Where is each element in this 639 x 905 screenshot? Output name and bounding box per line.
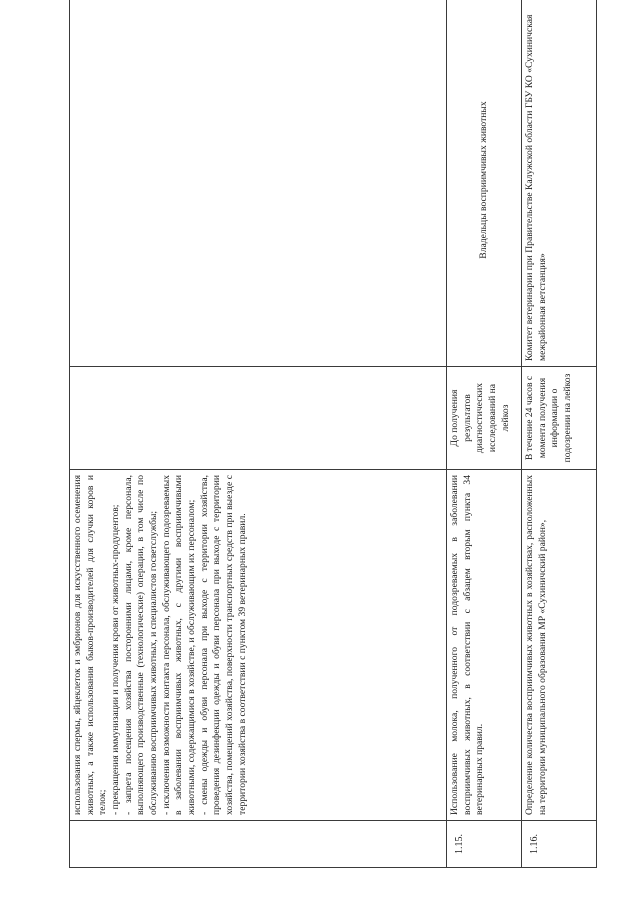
- term-cell: [522, 367, 597, 470]
- row-number-cell: [447, 821, 522, 868]
- measure-cell: [447, 470, 522, 821]
- table-row: [522, 0, 597, 868]
- responsible-cell: [447, 0, 522, 367]
- measure-text: - прекращения иммунизации и получения крови от животных-продуцентов;: [109, 504, 121, 815]
- measure-cell: [522, 470, 597, 821]
- measure-text: - смены одежды и обуви персонала при выходе с территории хозяйства, проведения дезинфекции одежды и обуви персонала при выходе с территории хозяйства, помещений хозяйства, поверхности транспортных средств при выезде с территории хозяйства в соответствии с пунктом 39 ветеринарных правил.: [198, 475, 248, 815]
- row-number-cell: [70, 821, 447, 868]
- row-number: 1.16.: [529, 834, 540, 854]
- row-number: 1.15.: [454, 834, 465, 854]
- term-text: До получения результатов диагностических исследований на лейкоз: [449, 382, 511, 454]
- measure-text: - исключения возможности контакта персонала, обслуживающего подозреваемых в заболевании восприимчивых животных, с другими восприимчивыми животными, содержащимися в хозяйстве, и обслуживающим их персоналом;: [160, 475, 197, 815]
- measure-text: - запрета посещения хозяйства посторонними лицами, кроме персонала, выполняющего производственные (технологические) операции, в том числе по обслуживанию восприимчивых животных, и специалистов госветслужбы;: [122, 475, 159, 815]
- responsible-text: Владельцы восприимчивых животных: [477, 101, 489, 259]
- row-number-cell: [522, 821, 597, 868]
- term-cell: [70, 367, 447, 470]
- responsible-cell: [522, 0, 597, 367]
- responsible-cell: [70, 0, 447, 367]
- measure-text: Определение количества восприимчивых животных в хозяйствах, расположенных на территории муниципального образования МР «Сухиничский район»,: [524, 475, 548, 815]
- measure-text: использования спермы, яйцеклеток и эмбрионов для искусственного осеменения животных, а также использования быков-производителей для случки коров и телок;: [72, 475, 109, 815]
- measures-table: [69, 0, 597, 868]
- responsible-text: Комитет ветеринарии при Правительстве Калужской области ГБУ КО «Сухиничская межрайонная ветстанция»: [524, 14, 548, 361]
- measure-text: Использование молока, полученного от подозреваемых в заболевании восприимчивых животных, в соответствии с абзацем вторым пункта 34 ветеринарных правил.: [449, 475, 486, 815]
- term-cell: [447, 367, 522, 470]
- measure-cell: [70, 470, 447, 821]
- table-row: [70, 0, 447, 868]
- document-page: [69, 14, 583, 868]
- table-row: [447, 0, 522, 868]
- term-text: В течение 24 часов с момента получения информации о подозрении на лейкоз: [524, 373, 573, 463]
